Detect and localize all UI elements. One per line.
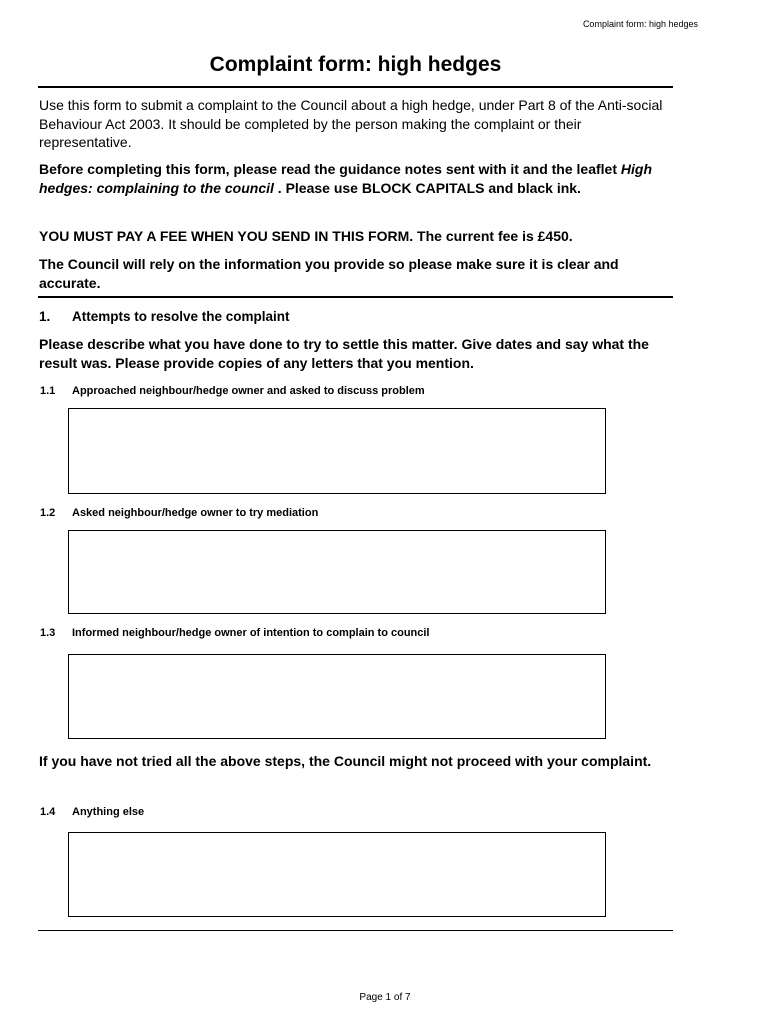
guidance-before: Before completing this form, please read the guidance notes sent with it and the leaflet — [39, 161, 621, 177]
section-1-instructions: Please describe what you have done to try to settle this matter. Give dates and say what the result was. Please provide copies of any letters that you mention. — [39, 336, 649, 371]
item-1-3-number: 1.3 — [40, 627, 56, 639]
item-1-1-text: Approached neighbour/hedge owner and asked to discuss problem — [72, 385, 425, 397]
item-1-3-label — [40, 627, 430, 639]
item-1-4-number: 1.4 — [40, 806, 56, 818]
page-number: Page 1 of 7 — [359, 992, 411, 1003]
page-title: Complaint form: high hedges — [209, 53, 502, 76]
leaflet-title: High hedges: complaining to the council — [39, 161, 652, 196]
item-1-2-text: Asked neighbour/hedge owner to try mediation — [72, 507, 319, 519]
intro-text: Use this form to submit a complaint to the Council about a high hedge, under Part 8 of the Anti-social Behaviour Act 2003. It should be completed by the person making the complaint or their representative. — [39, 97, 663, 150]
item-1-3-input-box[interactable] — [68, 654, 606, 739]
fee-notice: YOU MUST PAY A FEE WHEN YOU SEND IN THIS FORM. The current fee is £450. — [39, 228, 573, 244]
item-1-3-text: Informed neighbour/hedge owner of intention to complain to council — [72, 627, 430, 639]
item-1-1-input-box[interactable] — [68, 408, 606, 494]
accuracy-notice: The Council will rely on the information you provide so please make sure it is clear and accurate. — [39, 256, 619, 291]
intro-divider — [38, 296, 673, 298]
bottom-divider — [38, 930, 673, 931]
item-1-2-label — [40, 507, 318, 519]
guidance-after: . Please use BLOCK CAPITALS and black ink. — [273, 179, 581, 196]
item-1-4-label — [40, 806, 144, 818]
item-1-2-input-box[interactable] — [68, 530, 606, 614]
item-1-2-number: 1.2 — [40, 507, 56, 519]
item-1-4-text: Anything else — [72, 806, 145, 818]
section-1-title: Attempts to resolve the complaint — [72, 309, 290, 324]
steps-warning: If you have not tried all the above steps, the Council might not proceed with your complaint. — [39, 753, 652, 769]
item-1-1-number: 1.1 — [40, 385, 56, 397]
section-1-heading — [39, 307, 669, 327]
running-header: Complaint form: high hedges — [582, 19, 698, 29]
item-1-1-label — [40, 385, 425, 397]
item-1-4-input-box[interactable] — [68, 832, 606, 917]
section-1-number: 1. — [39, 309, 51, 324]
title-divider — [38, 86, 673, 88]
guidance-text — [39, 160, 669, 197]
